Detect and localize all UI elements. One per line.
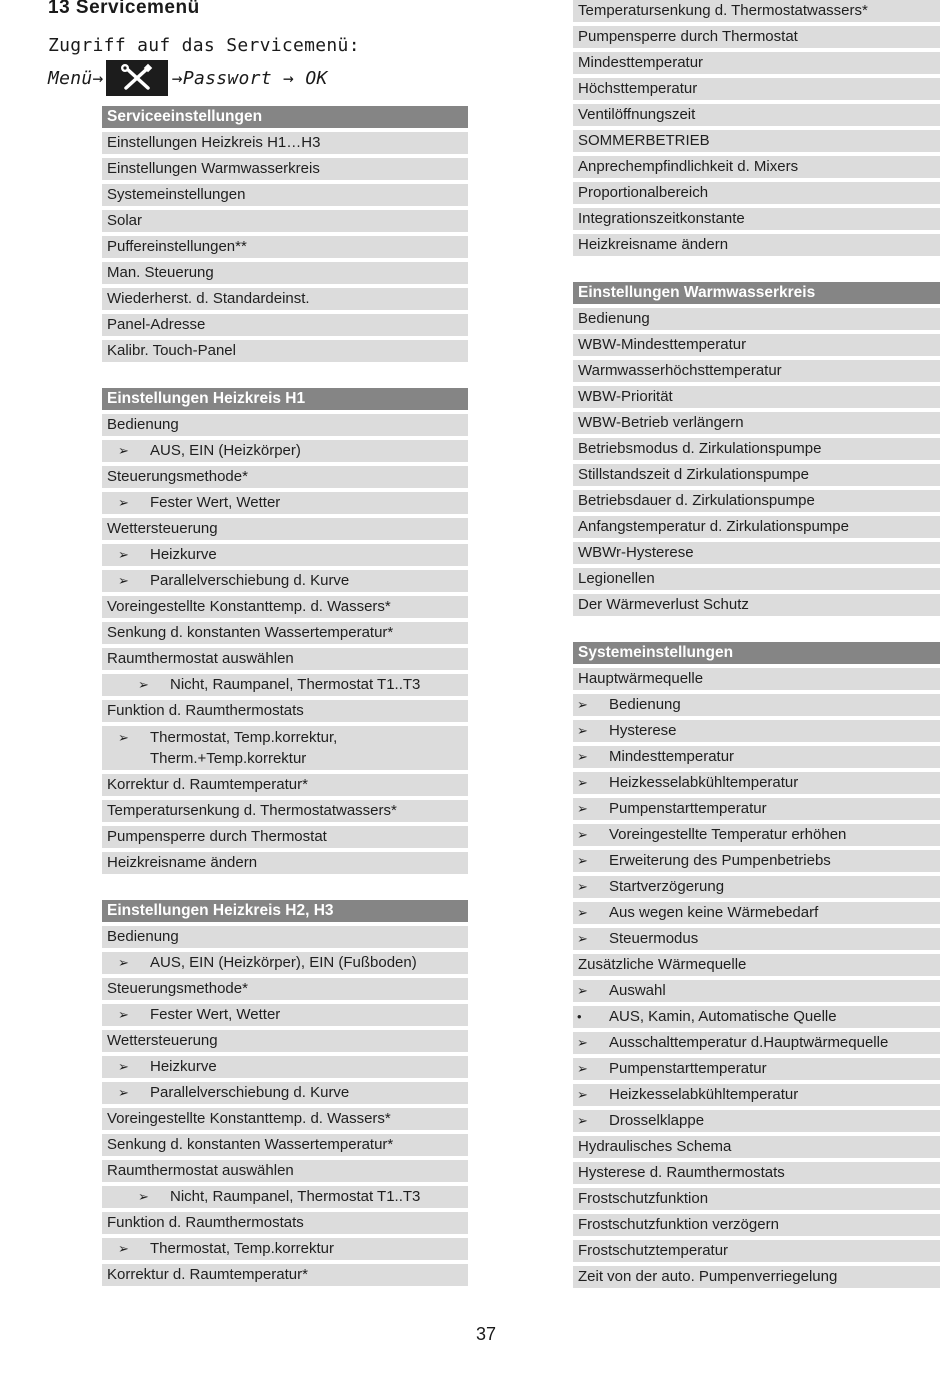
menu-item: Proportionalbereich	[573, 182, 940, 204]
sub-option-text: Hysterese	[609, 722, 677, 739]
menu-item: Anprechempfindlichkeit d. Mixers	[573, 156, 940, 178]
arrow-bullet-icon: ➢	[118, 1241, 129, 1256]
sub-option-text: Pumpenstarttemperatur	[609, 1060, 767, 1077]
arrow-bullet-icon: ➢	[118, 495, 129, 510]
sub-option-text: Heizkesselabkühltemperatur	[609, 774, 799, 791]
sub-option-text: Heizkesselabkühltemperatur	[609, 1086, 799, 1103]
menu-item: WBWr-Hysterese	[573, 542, 940, 564]
sub-option-text: AUS, EIN (Heizkörper)	[150, 442, 301, 459]
arrow-bullet-icon: ➢	[577, 931, 588, 946]
menu-item: Solar	[102, 210, 468, 232]
menu-item: Pumpensperre durch Thermostat	[102, 826, 468, 848]
menu-item: Temperatursenkung d. Thermostatwassers*	[102, 800, 468, 822]
section-gap	[573, 260, 940, 282]
arrow-bullet-icon: ➢	[577, 775, 588, 790]
menu-item: SOMMERBETRIEB	[573, 130, 940, 152]
sub-option-text: Heizkurve	[150, 1058, 217, 1075]
sub-option-item	[573, 694, 940, 716]
left-menu-column	[102, 106, 468, 1290]
section-gap	[573, 620, 940, 642]
menu-item: Korrektur d. Raumtemperatur*	[102, 774, 468, 796]
sub-option-text: Thermostat, Temp.korrektur	[150, 1240, 334, 1257]
sub-option-text: Bedienung	[609, 696, 681, 713]
arrow-bullet-icon: ➢	[118, 1085, 129, 1100]
menu-item: Hydraulisches Schema	[573, 1136, 940, 1158]
menu-item: Voreingestellte Konstanttemp. d. Wassers*	[102, 596, 468, 618]
menu-item: Voreingestellte Konstanttemp. d. Wassers*	[102, 1108, 468, 1130]
menu-item: Wettersteuerung	[102, 1030, 468, 1052]
menu-item: Raumthermostat auswählen	[102, 648, 468, 670]
sub-option-item	[102, 1056, 468, 1078]
menu-path	[48, 59, 328, 97]
menu-item: Einstellungen Heizkreis H1…H3	[102, 132, 468, 154]
menu-item: Steuerungsmethode*	[102, 466, 468, 488]
arrow-bullet-icon: ➢	[577, 801, 588, 816]
menu-item: Warmwasserhöchsttemperatur	[573, 360, 940, 382]
sub-option-item	[102, 952, 468, 974]
sub-option-item	[573, 1110, 940, 1132]
menu-item: Mindesttemperatur	[573, 52, 940, 74]
menu-item: Korrektur d. Raumtemperatur*	[102, 1264, 468, 1286]
menu-item: Bedienung	[102, 414, 468, 436]
menu-item: Puffereinstellungen**	[102, 236, 468, 258]
menu-item: Integrationszeitkonstante	[573, 208, 940, 230]
sub-option-item	[573, 1006, 940, 1028]
menu-item: Man. Steuerung	[102, 262, 468, 284]
section-heading: 13 Servicemenü	[48, 0, 200, 18]
menu-item: Heizkreisname ändern	[102, 852, 468, 874]
arrow-bullet-icon: ➢	[577, 1087, 588, 1102]
sub-option-item	[573, 980, 940, 1002]
sub-option-text: Fester Wert, Wetter	[150, 494, 281, 511]
sub-option-item	[102, 1238, 468, 1260]
menu-item: Anfangstemperatur d. Zirkulationspumpe	[573, 516, 940, 538]
menu-item: Betriebsmodus d. Zirkulationspumpe	[573, 438, 940, 460]
sub-option-item	[102, 1082, 468, 1104]
menu-item: Betriebsdauer d. Zirkulationspumpe	[573, 490, 940, 512]
section-header: Systemeinstellungen	[573, 642, 940, 664]
menu-item: Bedienung	[102, 926, 468, 948]
menu-item: WBW-Mindesttemperatur	[573, 334, 940, 356]
arrow-bullet-icon: ➢	[118, 573, 129, 588]
sub-option-text: Aus wegen keine Wärmebedarf	[609, 904, 819, 921]
access-instruction: Zugriff auf das Servicemenü:	[48, 35, 360, 56]
menu-item: Bedienung	[573, 308, 940, 330]
arrow-bullet-icon: ➢	[118, 443, 129, 458]
menu-item: Raumthermostat auswählen	[102, 1160, 468, 1182]
arrow-bullet-icon: ➢	[577, 905, 588, 920]
arrow-bullet-icon: ➢	[118, 1007, 129, 1022]
menu-item: Hauptwärmequelle	[573, 668, 940, 690]
arrow-bullet-icon: ➢	[138, 677, 149, 692]
sub-option-item	[573, 824, 940, 846]
menu-item: Zeit von der auto. Pumpenverriegelung	[573, 1266, 940, 1288]
menu-item: Frostschutztemperatur	[573, 1240, 940, 1262]
sub-option-item	[573, 928, 940, 950]
page-number: 37	[476, 1324, 497, 1344]
sub-option-text: Mindesttemperatur	[609, 748, 735, 765]
menu-item: Steuerungsmethode*	[102, 978, 468, 1000]
sub-option-text: Steuermodus	[609, 930, 699, 947]
sub-option-item	[102, 440, 468, 462]
menu-item: Temperatursenkung d. Thermostatwassers*	[573, 0, 940, 22]
arrow-bullet-icon: ➢	[577, 1113, 588, 1128]
sub-option-item	[573, 1084, 940, 1106]
menu-item: Heizkreisname ändern	[573, 234, 940, 256]
menu-item: WBW-Priorität	[573, 386, 940, 408]
arrow-bullet-icon: ➢	[577, 749, 588, 764]
sub-option-item	[573, 902, 940, 924]
sub-option-text: Erweiterung des Pumpenbetriebs	[609, 852, 831, 869]
sub-option-text: Therm.+Temp.korrektur	[150, 750, 307, 767]
sub-option-item	[573, 798, 940, 820]
sub-option-item	[102, 726, 468, 770]
menu-item: Kalibr. Touch-Panel	[102, 340, 468, 362]
arrow-bullet-icon: ➢	[577, 827, 588, 842]
sub-option-text: Heizkurve	[150, 546, 217, 563]
sub-option-text: Startverzögerung	[609, 878, 725, 895]
menu-path-menu: Menü→	[48, 67, 104, 89]
sub-option-item	[102, 674, 468, 696]
menu-item: Einstellungen Warmwasserkreis	[102, 158, 468, 180]
menu-item: Zusätzliche Wärmequelle	[573, 954, 940, 976]
sub-option-text: Thermostat, Temp.korrektur,	[150, 729, 338, 746]
arrow-bullet-icon: ➢	[118, 730, 129, 745]
section-gap	[102, 878, 468, 900]
arrow-bullet-icon: ➢	[577, 697, 588, 712]
arrow-bullet-icon: ➢	[577, 723, 588, 738]
menu-item: Der Wärmeverlust Schutz	[573, 594, 940, 616]
menu-item: Frostschutzfunktion	[573, 1188, 940, 1210]
sub-option-item	[573, 720, 940, 742]
menu-item: Wettersteuerung	[102, 518, 468, 540]
sub-option-item	[573, 1058, 940, 1080]
sub-option-text: Ausschalttemperatur d.Hauptwärmequelle	[609, 1034, 889, 1051]
sub-option-text: Nicht, Raumpanel, Thermostat T1..T3	[170, 676, 421, 693]
section-header: Serviceeinstellungen	[102, 106, 468, 128]
arrow-bullet-icon: ➢	[118, 955, 129, 970]
menu-path-password: →Passwort → OK	[171, 67, 328, 89]
sub-option-item	[573, 772, 940, 794]
arrow-bullet-icon: ➢	[577, 1035, 588, 1050]
sub-option-text: AUS, EIN (Heizkörper), EIN (Fußboden)	[150, 954, 417, 971]
menu-item: Funktion d. Raumthermostats	[102, 1212, 468, 1234]
sub-option-item	[102, 492, 468, 514]
menu-item: WBW-Betrieb verlängern	[573, 412, 940, 434]
sub-option-item	[102, 570, 468, 592]
sub-option-text-block	[150, 727, 337, 769]
menu-item: Wiederherst. d. Standardeinst.	[102, 288, 468, 310]
sub-option-item	[573, 1032, 940, 1054]
sub-option-item	[102, 544, 468, 566]
arrow-bullet-icon: ➢	[138, 1189, 149, 1204]
sub-option-text: Auswahl	[609, 982, 666, 999]
arrow-bullet-icon: ➢	[118, 1059, 129, 1074]
section-gap	[102, 366, 468, 388]
menu-item: Frostschutzfunktion verzögern	[573, 1214, 940, 1236]
arrow-bullet-icon: ➢	[577, 1061, 588, 1076]
menu-item: Legionellen	[573, 568, 940, 590]
sub-option-item	[102, 1186, 468, 1208]
menu-item: Pumpensperre durch Thermostat	[573, 26, 940, 48]
arrow-bullet-icon: ➢	[118, 547, 129, 562]
section-header: Einstellungen Warmwasserkreis	[573, 282, 940, 304]
menu-item: Hysterese d. Raumthermostats	[573, 1162, 940, 1184]
section-header: Einstellungen Heizkreis H2, H3	[102, 900, 468, 922]
sub-option-item	[102, 1004, 468, 1026]
sub-option-text: Voreingestellte Temperatur erhöhen	[609, 826, 847, 843]
arrow-bullet-icon: ➢	[577, 853, 588, 868]
wrench-screwdriver-tools-icon	[106, 60, 168, 96]
sub-option-item	[573, 746, 940, 768]
sub-option-text: Parallelverschiebung d. Kurve	[150, 1084, 350, 1101]
arrow-bullet-icon: ➢	[577, 879, 588, 894]
sub-option-text: Pumpenstarttemperatur	[609, 800, 767, 817]
menu-item: Panel-Adresse	[102, 314, 468, 336]
sub-option-text: AUS, Kamin, Automatische Quelle	[609, 1008, 837, 1025]
sub-option-text: Fester Wert, Wetter	[150, 1006, 281, 1023]
sub-option-item	[573, 876, 940, 898]
sub-option-text: Nicht, Raumpanel, Thermostat T1..T3	[170, 1188, 421, 1205]
sub-option-text: Parallelverschiebung d. Kurve	[150, 572, 350, 589]
menu-item: Höchsttemperatur	[573, 78, 940, 100]
sub-option-text: Drosselklappe	[609, 1112, 705, 1129]
menu-item: Systemeinstellungen	[102, 184, 468, 206]
menu-item: Ventilöffnungszeit	[573, 104, 940, 126]
right-menu-column	[573, 0, 940, 1292]
section-header: Einstellungen Heizkreis H1	[102, 388, 468, 410]
menu-item: Stillstandszeit d Zirkulationspumpe	[573, 464, 940, 486]
menu-item: Funktion d. Raumthermostats	[102, 700, 468, 722]
menu-item: Senkung d. konstanten Wassertemperatur*	[102, 1134, 468, 1156]
sub-option-item	[573, 850, 940, 872]
menu-item: Senkung d. konstanten Wassertemperatur*	[102, 622, 468, 644]
bullet-icon: •	[577, 1009, 582, 1024]
arrow-bullet-icon: ➢	[577, 983, 588, 998]
